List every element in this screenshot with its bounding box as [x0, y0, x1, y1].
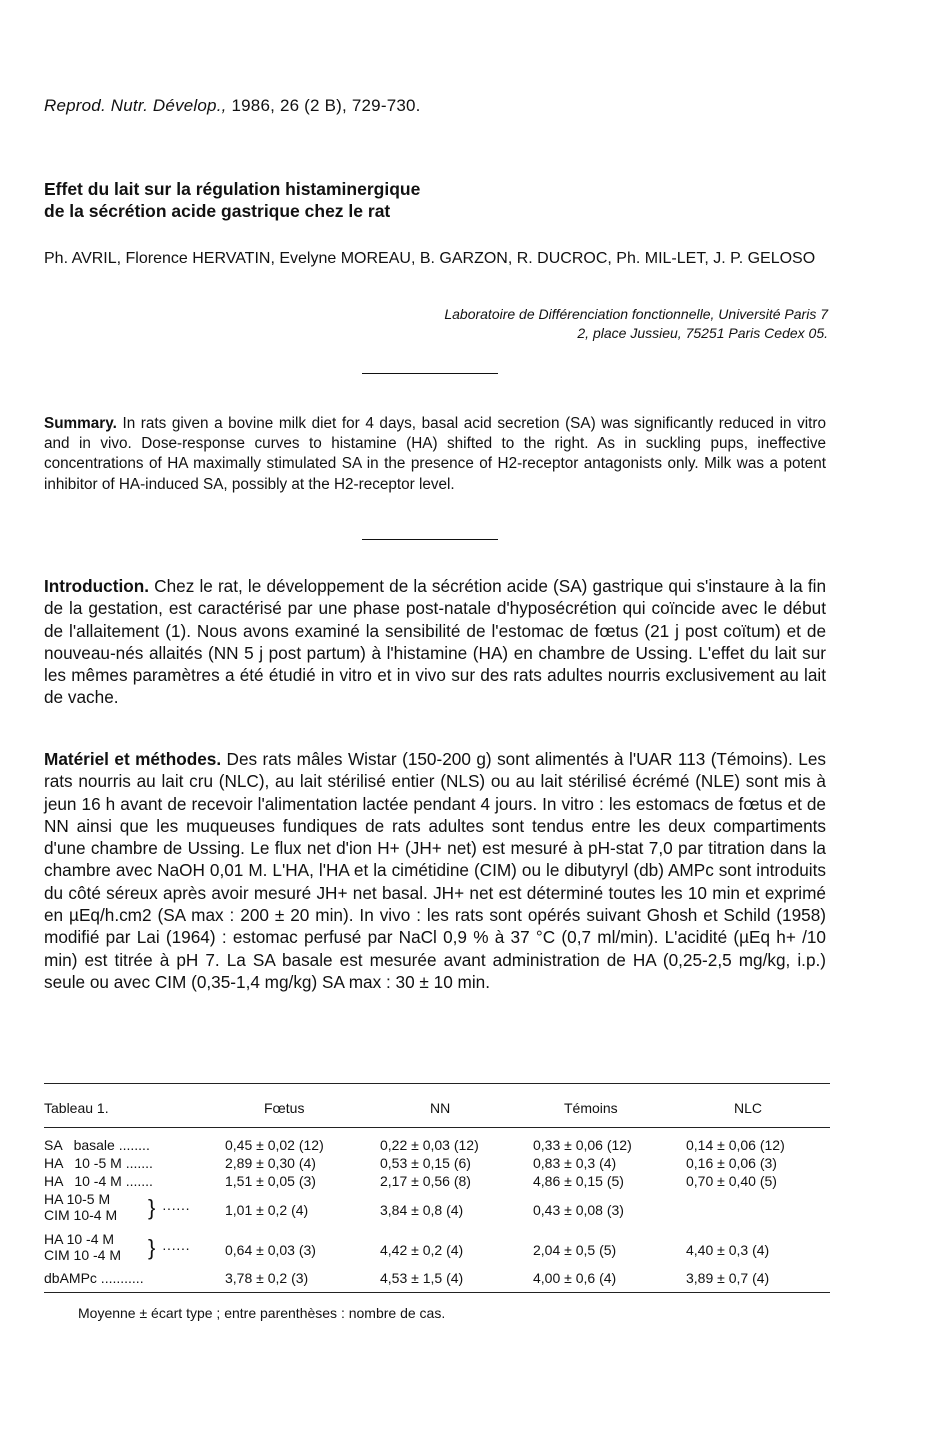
table-cell: 3,78 ± 0,2 (3)	[225, 1270, 309, 1286]
row-label: SA basale ........	[44, 1137, 150, 1153]
table-cell: 4,40 ± 0,3 (4)	[686, 1242, 770, 1258]
methods-heading: Matériel et méthodes.	[44, 749, 222, 769]
journal-citation	[44, 96, 421, 116]
title-line-2: de la sécrétion acide gastrique chez le rat	[44, 201, 391, 221]
table-row	[44, 1193, 830, 1229]
table-header-rule	[44, 1127, 830, 1128]
affiliation-line-2: 2, place Jussieu, 75251 Paris Cedex 05.	[577, 325, 828, 341]
table-header	[44, 1100, 830, 1120]
leader-dots: ······	[162, 1200, 190, 1216]
row-label-top: HA 10-5 M	[44, 1191, 111, 1207]
summary-text: In rats given a bovine milk diet for 4 days, basal acid secretion (SA) was significantly reduced in vitro and in vivo. Dose-response curves to histamine (HA) shifted to the right. As in suckling pups, ineffective concentrations of HA maximally stimulated SA in the presence of H2-receptor antagonists only. Milk was a potent inhibitor of HA-induced SA, possibly at the H2-receptor level.	[44, 415, 826, 493]
table-cell: 2,04 ± 0,5 (5)	[533, 1242, 617, 1258]
table-cell: 4,86 ± 0,15 (5)	[533, 1173, 624, 1189]
table-cell: 0,14 ± 0,06 (12)	[686, 1137, 785, 1153]
table-cell: 1,51 ± 0,05 (3)	[225, 1173, 316, 1189]
affiliation-line-1: Laboratoire de Différenciation fonctionnelle, Université Paris 7	[444, 306, 828, 322]
column-header: NLC	[734, 1100, 763, 1116]
authors: Ph. AVRIL, Florence HERVATIN, Evelyne MOREAU, B. GARZON, R. DUCROC, Ph. MIL-LET, J. P. GELOSO	[44, 250, 816, 267]
table-bottom-rule	[44, 1292, 830, 1293]
introduction-text: Chez le rat, le développement de la sécrétion acide (SA) gastrique qui s'instaure à la fin de la gestation, est caractérisé par une phase post-natale d'hyposécrétion qui coïncide avec le début de l'allaitement (1). Nous avons examiné la sensibilité de l'estomac de fœtus (21 j post coïtum) et de nouveau-nés allaités (NN 5 j post partum) à l'histamine (HA) en chambre de Ussing. L'effet du lait sur les mêmes paramètres a été étudié in vitro et in vivo sur des rats adultes nourris exclusivement au lait de vache.	[44, 576, 827, 708]
summary-paragraph	[44, 414, 826, 495]
table-cell: 4,42 ± 0,2 (4)	[380, 1242, 464, 1258]
affiliation	[268, 305, 828, 343]
divider-rule	[362, 539, 498, 540]
column-header: Fœtus	[264, 1100, 305, 1116]
divider-rule	[362, 373, 498, 374]
table-cell: 0,33 ± 0,06 (12)	[533, 1137, 632, 1153]
leader-dots: ······	[162, 1240, 190, 1256]
row-label-top: HA 10 -4 M	[44, 1231, 115, 1247]
table-cell: 0,83 ± 0,3 (4)	[533, 1155, 617, 1171]
table-cell: 0,53 ± 0,15 (6)	[380, 1155, 471, 1171]
row-label: HA 10 -5 M .......	[44, 1155, 153, 1171]
table-cell: 0,70 ± 0,40 (5)	[686, 1173, 777, 1189]
table-caption: Tableau 1.	[44, 1100, 109, 1116]
row-label-bottom: CIM 10-4 M	[44, 1207, 118, 1223]
table-cell: 4,53 ± 1,5 (4)	[380, 1270, 464, 1286]
row-label: HA 10 -4 M .......	[44, 1173, 153, 1189]
brace-glyph: }	[148, 1195, 156, 1220]
table-cell: 2,17 ± 0,56 (8)	[380, 1173, 471, 1189]
methods-paragraph	[44, 748, 826, 993]
column-header: NN	[430, 1100, 451, 1116]
introduction-paragraph	[44, 575, 826, 709]
table-cell: 2,89 ± 0,30 (4)	[225, 1155, 316, 1171]
table-cell: 4,00 ± 0,6 (4)	[533, 1270, 617, 1286]
table-cell: 0,43 ± 0,08 (3)	[533, 1202, 624, 1218]
column-header: Témoins	[564, 1100, 618, 1116]
journal-name: Reprod. Nutr. Dévelop.,	[44, 96, 227, 115]
brace-glyph: }	[148, 1235, 156, 1260]
table-cell: 0,16 ± 0,06 (3)	[686, 1155, 777, 1171]
summary-heading: Summary.	[44, 415, 117, 432]
title-line-1: Effet du lait sur la régulation histaminergique	[44, 179, 421, 199]
table-row	[44, 1233, 830, 1269]
table-cell: 3,89 ± 0,7 (4)	[686, 1270, 770, 1286]
methods-text: Des rats mâles Wistar (150-200 g) sont alimentés à l'UAR 113 (Témoins). Les rats nourris au lait cru (NLC), au lait stérilisé entier (NLS) ou au lait stérilisé écrémé (NLE) sont mis à jeun 16 h avant de recevoir l'alimentation lactée pendant 4 jours. In vitro : les estomacs de fœtus et de NN ainsi que les muqueuses fundiques de rats adultes sont tendus entre les deux compartiments d'une chambre de Ussing. Le flux net d'ion H+ (JH+ net) est mesuré à pH-stat 7,0 par titration dans la chambre avec NaOH 0,01 M. L'HA, l'HA et la cimétidine (CIM) ou le dibutyryl (db) AMPc sont introduits du côté séreux après avoir mesuré JH+ net basal. JH+ net est déterminé toutes les 10 min et exprimé en µEq/h.cm2 (SA max : 200 ± 20 min). In vivo : les rats sont opérés suivant Ghosh et Schild (1958) modifié par Lai (1964) : estomac perfusé par NaCl 0,9 % à 37 °C (0,7 ml/min). L'acidité (µEq h+ /10 min) est titrée à pH 7. La SA basale est mesurée avant administration de HA (0,25-2,5 mg/kg, i.p.) seule ou avec CIM (0,35-1,4 mg/kg) SA max : 30 ± 10 min.	[44, 749, 826, 992]
introduction-heading: Introduction.	[44, 576, 150, 596]
table-cell: 1,01 ± 0,2 (4)	[225, 1202, 309, 1218]
table-top-rule	[44, 1083, 830, 1084]
table-footnote: Moyenne ± écart type ; entre parenthèses : nombre de cas.	[78, 1305, 446, 1321]
article-title	[44, 178, 744, 222]
table-cell: 0,64 ± 0,03 (3)	[225, 1242, 316, 1258]
table-cell: 3,84 ± 0,8 (4)	[380, 1202, 464, 1218]
table-cell: 0,45 ± 0,02 (12)	[225, 1137, 324, 1153]
row-label-bottom: CIM 10 -4 M	[44, 1247, 122, 1263]
row-label: dbAMPc ...........	[44, 1270, 144, 1286]
journal-volume: 1986, 26 (2 B), 729-730.	[226, 96, 421, 115]
table-cell: 0,22 ± 0,03 (12)	[380, 1137, 479, 1153]
